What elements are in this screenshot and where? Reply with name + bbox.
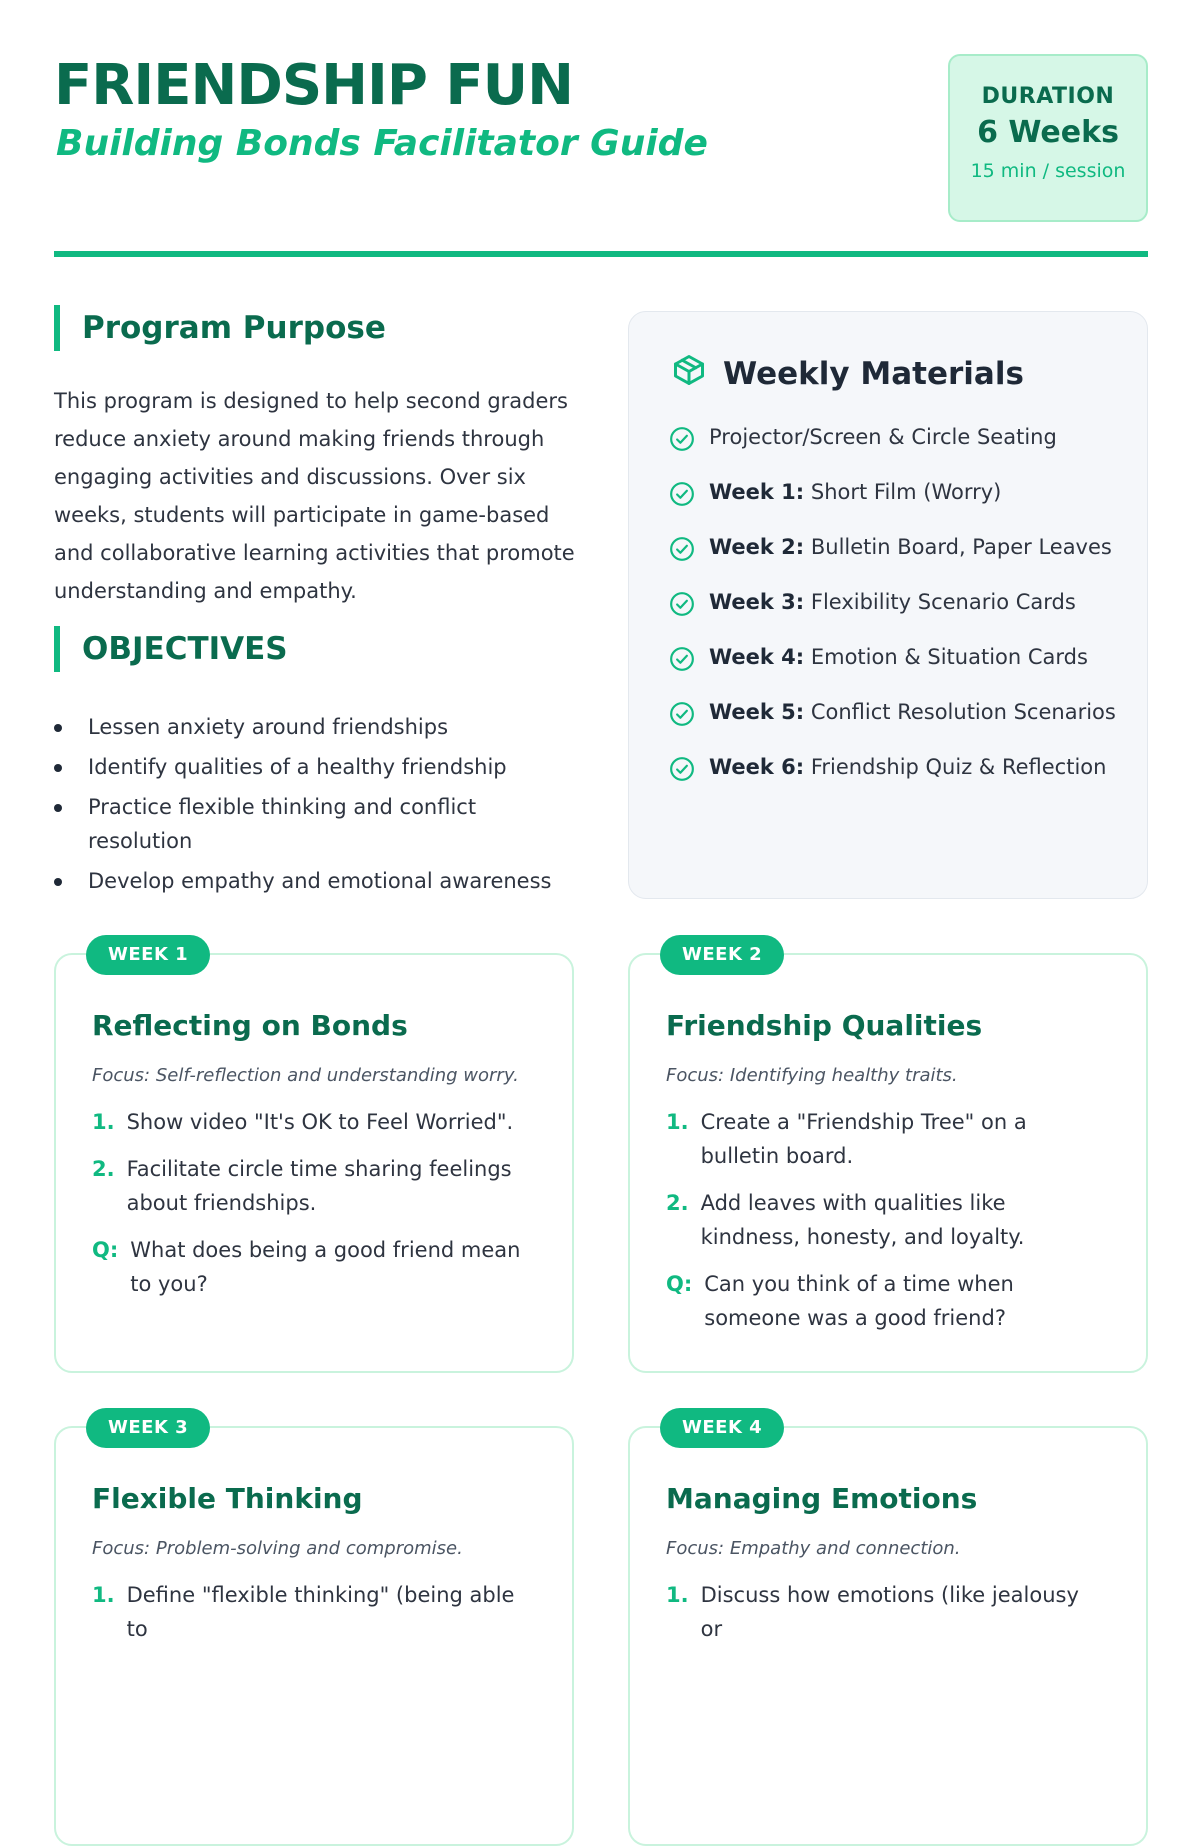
page-header [54,52,1148,257]
week-title: Flexible Thinking [92,1482,363,1515]
page-title: FRIENDSHIP FUN [54,53,573,118]
objective-item: Identify qualities of a healthy friendship [54,750,584,784]
duration-label: DURATION [981,84,1115,109]
week-badge: WEEK 4 [660,1408,784,1448]
week-steps [92,1105,532,1314]
materials-item: Week 6: Friendship Quiz & Reflection [669,750,1119,792]
purpose-text: This program is designed to help second graders reduce anxiety around making friends through engaging activities and discussions. Over six weeks, students will participate in game-based and collaborative learning activities that promote understanding and empathy. [54,389,575,603]
week-card-4 [628,1417,1148,1846]
materials-item: Week 5: Conflict Resolution Scenarios [669,695,1119,737]
objectives-list [54,710,584,904]
materials-item: Week 4: Emotion & Situation Cards [669,640,1119,682]
objectives-heading: OBJECTIVES [54,626,288,672]
check-circle-icon [669,481,695,517]
materials-item: Week 2: Bulletin Board, Paper Leaves [669,530,1119,572]
week-badge: WEEK 1 [86,935,210,975]
week-focus: Focus: Empathy and connection. [666,1538,961,1559]
materials-heading [671,352,1024,396]
header-divider [54,251,1148,257]
objective-item: Practice flexible thinking and conflict resolution [54,790,584,858]
check-circle-icon [669,426,695,462]
week-card-1 [54,944,574,1373]
week-badge: WEEK 2 [660,935,784,975]
step-item: 1. Discuss how emotions (like jealousy or [666,1583,1079,1641]
check-circle-icon [669,756,695,792]
materials-item: Projector/Screen & Circle Seating [669,420,1119,462]
materials-title: Weekly Materials [723,356,1024,392]
week-steps [666,1578,1106,1659]
check-circle-icon [669,701,695,737]
week-title: Reflecting on Bonds [92,1009,408,1042]
duration-value: 6 Weeks [977,115,1119,150]
week-title: Friendship Qualities [666,1009,983,1042]
objective-item: Lessen anxiety around friendships [54,710,584,744]
box-icon [671,352,707,396]
week-focus: Focus: Identifying healthy traits. [666,1065,958,1086]
step-item: 2. Add leaves with qualities like kindness, honesty, and loyalty. [666,1191,1025,1249]
question-item: Q: Can you think of a time when someone was a good friend? [666,1272,1014,1330]
weekly-materials-panel [628,311,1148,899]
week-steps [666,1105,1106,1348]
week-badge: WEEK 3 [86,1408,210,1448]
materials-item: Week 1: Short Film (Worry) [669,475,1119,517]
check-circle-icon [669,591,695,627]
check-circle-icon [669,536,695,572]
page-subtitle: Building Bonds Facilitator Guide [56,123,708,164]
week-card-3 [54,1417,574,1846]
week-card-2 [628,944,1148,1373]
check-circle-icon [669,646,695,682]
objective-item: Develop empathy and emotional awareness [54,864,584,898]
purpose-heading: Program Purpose [54,305,386,351]
week-steps [92,1578,532,1659]
week-focus: Focus: Problem-solving and compromise. [92,1538,463,1559]
duration-box [948,54,1148,222]
step-item: 1. Create a "Friendship Tree" on a bulletin board. [666,1110,1027,1168]
week-title: Managing Emotions [666,1482,978,1515]
duration-per-session: 15 min / session [970,160,1126,182]
materials-list [669,420,1119,805]
materials-item: Week 3: Flexibility Scenario Cards [669,585,1119,627]
step-item: 1. Define "flexible thinking" (being able to [92,1583,515,1641]
week-focus: Focus: Self-reflection and understanding worry. [92,1065,519,1086]
step-item: 1. Show video "It's OK to Feel Worried". [92,1110,514,1134]
question-item: Q: What does being a good friend mean to you? [92,1238,521,1296]
step-item: 2. Facilitate circle time sharing feelings about friendships. [92,1157,512,1215]
